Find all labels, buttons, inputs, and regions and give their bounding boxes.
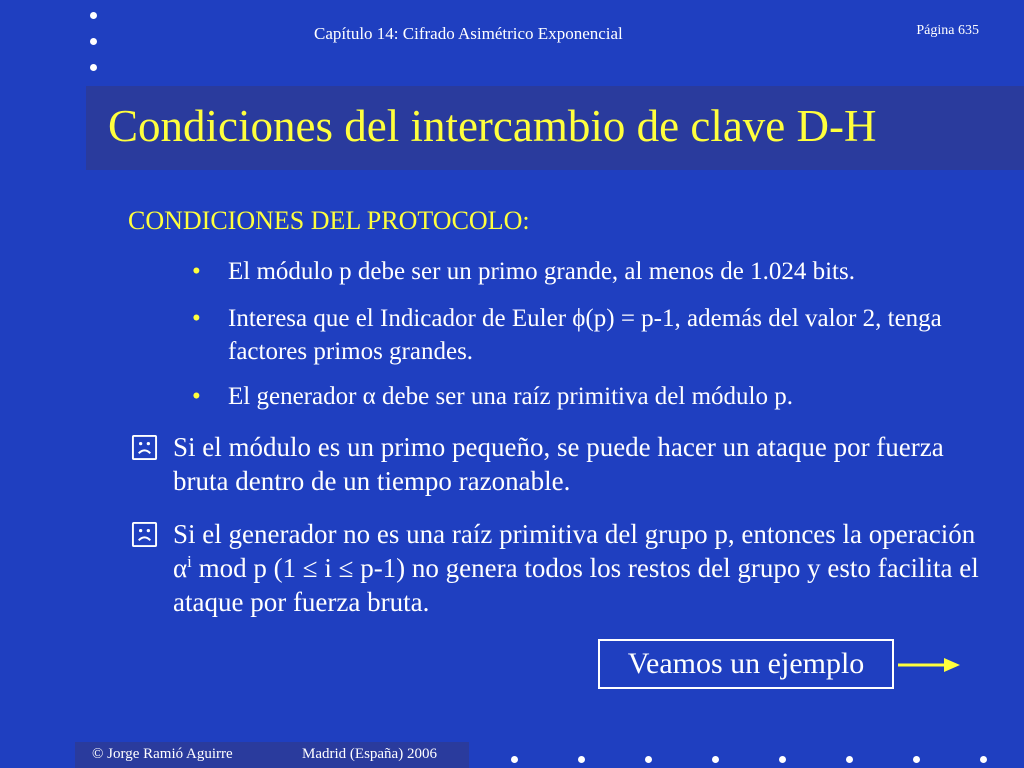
decorative-dot xyxy=(90,38,97,45)
bullet-mark: • xyxy=(192,258,201,285)
slide-title: Condiciones del intercambio de clave D-H xyxy=(108,101,877,151)
bullet-mark: • xyxy=(192,305,201,332)
decorative-dot xyxy=(511,756,518,763)
copyright-symbol: © xyxy=(92,746,104,762)
decorative-dot xyxy=(578,756,585,763)
decorative-dot xyxy=(645,756,652,763)
exponent-i: i xyxy=(187,552,192,571)
decorative-dot xyxy=(846,756,853,763)
warning-text: Si el módulo es un primo pequeño, se puede hacer un ataque por fuerza bruta dentro de un tiempo razonable. xyxy=(173,432,944,496)
decorative-dot xyxy=(779,756,786,763)
example-button[interactable]: Veamos un ejemplo xyxy=(598,639,894,689)
section-heading: CONDICIONES DEL PROTOCOLO: xyxy=(128,206,530,235)
author-name: Jorge Ramió Aguirre xyxy=(107,746,233,762)
bullet-mark: • xyxy=(192,383,201,410)
decorative-dot xyxy=(90,12,97,19)
bullet-item xyxy=(192,255,992,288)
bullet-item xyxy=(192,302,992,368)
bullet-text: El módulo p debe ser un primo grande, al menos de 1.024 bits. xyxy=(228,258,855,285)
arrow-right-icon xyxy=(898,655,960,675)
decorative-dot xyxy=(90,64,97,71)
footer-author xyxy=(92,745,233,763)
warning-text-start: Si el generador no es una raíz primitiva del grupo p, entonces la operación α xyxy=(173,519,976,583)
warning-item xyxy=(131,517,991,619)
bullet-text: Interesa que el Indicador de Euler ϕ(p) = p-1, además del valor 2, tenga factores primos grandes. xyxy=(228,305,942,365)
footer-place: Madrid (España) 2006 xyxy=(302,746,437,762)
warning-text xyxy=(173,517,991,619)
bullet-item xyxy=(192,380,992,413)
page-number: Página 635 xyxy=(916,23,979,38)
chapter-title: Capítulo 14: Cifrado Asimétrico Exponencial xyxy=(314,24,623,43)
sad-face-icon xyxy=(131,434,158,461)
bullet-text: El generador α debe ser una raíz primitiva del módulo p. xyxy=(228,383,793,410)
decorative-dot xyxy=(913,756,920,763)
decorative-dot xyxy=(712,756,719,763)
decorative-dot xyxy=(980,756,987,763)
sad-face-icon xyxy=(131,521,158,548)
warning-item xyxy=(131,430,991,498)
warning-text-end: mod p (1 ≤ i ≤ p-1) no genera todos los restos del grupo y esto facilita el ataque por fuerza bruta. xyxy=(173,553,979,617)
